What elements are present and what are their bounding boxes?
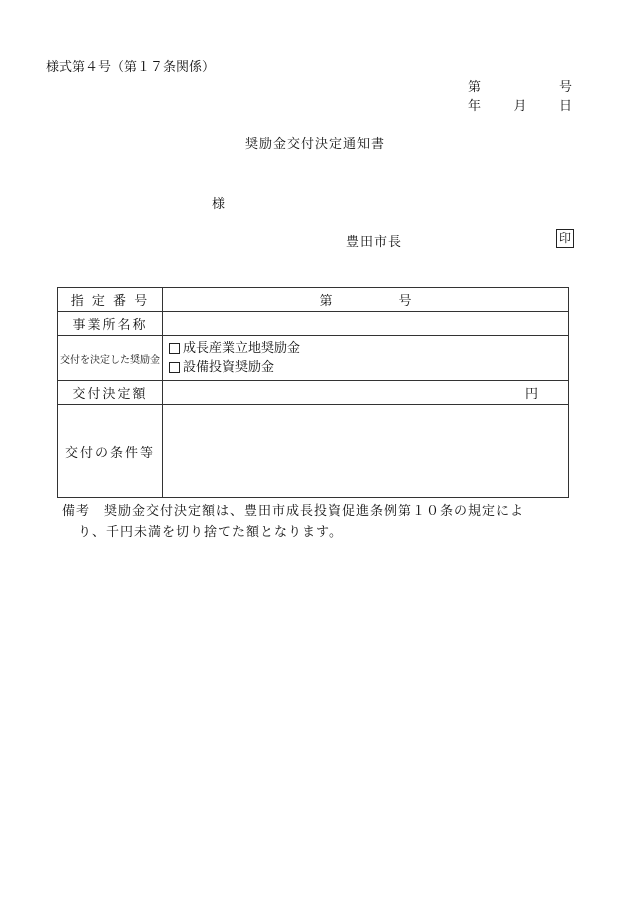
table-row xyxy=(58,288,569,312)
recipient-honorific: 様 xyxy=(212,197,226,212)
yen-unit: 円 xyxy=(524,387,538,402)
checkbox-icon[interactable] xyxy=(169,343,180,354)
grant-amount-label: 交付決定額 xyxy=(58,381,163,405)
form-number-label: 様式第４号（第１７条関係） xyxy=(46,60,216,75)
month-label: 月 xyxy=(513,99,527,114)
grant-amount-field[interactable] xyxy=(163,381,569,405)
table-row xyxy=(58,336,569,381)
grant-option-label: 設備投資奨励金 xyxy=(183,360,275,375)
grant-option-growth-industry[interactable] xyxy=(169,339,562,358)
remarks-label: 備考 xyxy=(62,504,91,519)
issuer-name: 豊田市長 xyxy=(346,235,403,250)
table-row xyxy=(58,405,569,498)
year-label: 年 xyxy=(468,99,482,114)
seal-mark: 印 xyxy=(556,229,574,248)
designation-number-field[interactable] xyxy=(163,288,569,312)
checkbox-icon[interactable] xyxy=(169,362,180,373)
day-label: 日 xyxy=(558,99,572,114)
conditions-field[interactable] xyxy=(163,405,569,498)
grant-option-label: 成長産業立地奨励金 xyxy=(183,341,301,356)
decision-table xyxy=(57,287,569,498)
designation-suffix: 号 xyxy=(398,294,412,309)
date-line xyxy=(468,95,572,114)
designation-prefix: 第 xyxy=(319,294,333,309)
business-name-field[interactable] xyxy=(163,312,569,336)
document-number-line xyxy=(468,76,572,95)
grant-type-label: 交付を決定した奨励金 xyxy=(58,336,163,381)
grant-option-equipment-investment[interactable] xyxy=(169,358,562,377)
number-prefix: 第 xyxy=(468,80,482,95)
grant-type-field xyxy=(163,336,569,381)
number-suffix: 号 xyxy=(558,80,572,95)
remarks-note xyxy=(62,501,524,543)
designation-number-label: 指 定 番 号 xyxy=(58,288,163,312)
document-title: 奨励金交付決定通知書 xyxy=(244,137,385,152)
table-row xyxy=(58,381,569,405)
business-name-label: 事業所名称 xyxy=(58,312,163,336)
conditions-label: 交付の条件等 xyxy=(58,405,163,498)
remarks-line-1: 奨励金交付決定額は、豊田市成長投資促進条例第１０条の規定によ xyxy=(104,504,525,519)
table-row xyxy=(58,312,569,336)
remarks-line-2: り、千円未満を切り捨てた額となります。 xyxy=(78,525,343,540)
